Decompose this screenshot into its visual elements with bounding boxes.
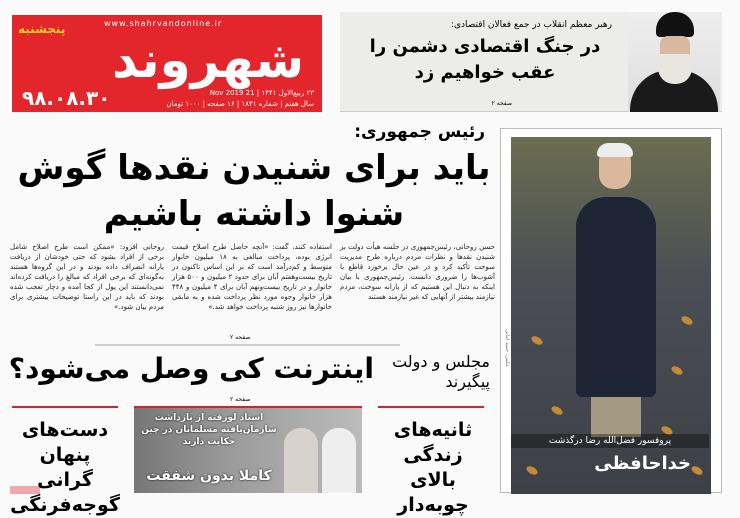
masthead [12,15,322,112]
internet-headline: اینترنت کی وصل می‌شود؟ [8,352,374,385]
website-url[interactable]: www.shahrvandonline.ir [104,19,223,28]
main-page-ref: صفحه ۲ [230,334,251,341]
lead-headline: در جنگ اقتصادی دشمن را عقب خواهیم زد [369,36,601,83]
red-rule [378,406,484,408]
lead-story [340,12,722,112]
main-column-1: حسن روحانی، رئیس‌جمهوری در جلسه هیأت دولت بر شنیدن نقدها و نظرات مردم درباره طرح مدیریت سوخت تأکید کرد و در عین حال برخورد قاطع با آشوب‌ها را ضروری دانست. رئیس‌جمهوری با بیان اینکه به دنبال این هستیم که از یارانه سوخت، مردم نیازمند بیشتر از آنهایی که غیر نیازمند هستند [340,243,495,301]
main-headline: باید برای شنیدن نقدها گوش شنوا داشته باشیم [17,148,491,234]
china-story-kicker: اسناد لورفته از بازداشت سازمان‌یافته مسلمانان در چین حکایت دارند [141,413,277,447]
date-line: ۲۳ ربیع‌الاول ۱۴۴۱ | 21 Nov 2019 [209,89,314,97]
date-number: ۹۸.۰۸.۳۰ [22,86,111,110]
newspaper-logo: شهروند [112,31,305,89]
photo-caption-headline: خداحافظی [594,453,691,474]
lead-page-ref: صفحه ۲ [491,100,512,107]
gallows-story-headline: ثانیه‌های زندگی بالای چوبه‌دار [393,419,473,516]
china-story-headline: کاملا بدون شفقت [146,468,272,484]
main-kicker: رئیس جمهوری: [354,122,485,142]
red-rule [12,406,118,408]
china-story-photo [134,408,362,493]
internet-side-headline: مجلس و دولت پیگیرند [392,352,490,391]
leader-photo [628,12,720,112]
main-column-2: استفاده کنند، گفت: «آنچه حاصل طرح اصلاح قیمت انرژی بوده، پرداخت مبالغی به ۱۸ میلیون خانوار متوسط و کم‌درآمد است که بر این اساس تاکنون در تاریخ بیست‌وهفتم آبان برای حدود ۲ میلیون و ۵۰۰ هزار خانوار و در تاریخ بیست‌ونهم آبان برای ۴ میلیون و ۴۴۸ هزار خانوار وجوه مورد نظر پرداخت شده و به مابقی خانوارها نیز روز شنبه پرداخت خواهد شد.» [172,243,332,311]
internet-page-ref: صفحه ۲ [230,396,251,403]
photo-credit: عکس: حمید امانی [504,329,510,368]
photo-caption-kicker: پروفسور فضل‌الله رضا درگذشت [511,434,709,448]
obituary-photo-story [500,128,722,493]
divider [95,344,400,346]
main-column-3: روحانی افزود: «ممکن است طرح اصلاح شامل برخی از افراد بشود که حتی خودشان از دریافت یارانه انصراف داده بودند و در این گروه‌ها هستند به‌گونه‌ای که برخی افراد که مبالغ را دریافت کرده‌اند نمی‌دانستند این پول از کجا آمده و دچار تعجب شده بودند که باید در این راستا توضیحات بیشتری برای مردم بیان شود.» [10,243,164,311]
weekday: پنجشنبه [18,22,66,36]
lead-kicker: رهبر معظم انقلاب در جمع فعالان اقتصادی: [450,20,612,30]
issue-line: سال هفتم | شماره ۱۸۴۱ | ۱۶ صفحه | ۱۰۰۰ تومان [166,100,314,108]
tomato-story-headline: دست‌های پنهان گرانی گوجه‌فرنگی [10,419,120,516]
